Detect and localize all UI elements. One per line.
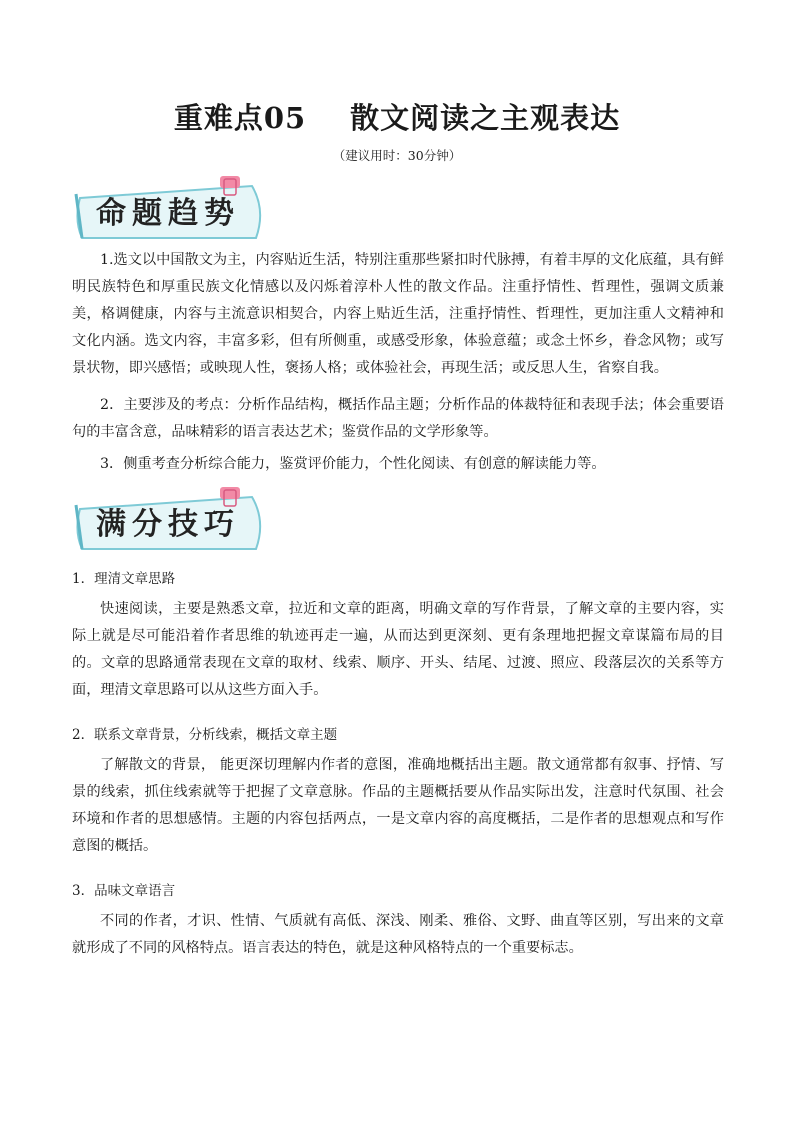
banner-trend-label: 命题趋势 <box>96 196 240 231</box>
skill-body-1: 快速阅读，主要是熟悉文章，拉近和文章的距离，明确文章的写作背景，了解文章的主要内容，实际上就是尽可能沿着作者思维的轨迹再走一遍，从而达到更深刻、更有条理地把握文章谋篇布局的目的。文章的思路通常表现在文章的取材、线索、顺序、开头、结尾、过渡、照应、段落层次的关系等方面，理清文章思路可以从这些方面入手。 <box>72 601 724 698</box>
skill-body-2: 了解散文的背景， 能更深切理解内作者的意图，准确地概括出主题。散文通常都有叙事、抒情、写景的线索，抓住线索就等于把握了文章意脉。作品的主题概括要从作品实际出发，注意时代氛围、社会环境和作者的思想感情。主题的内容包括两点，一是文章内容的高度概括，二是作者的思想观点和写作意图的概括。 <box>72 757 724 854</box>
trend-paragraph-2: 2．主要涉及的考点：分析作品结构，概括作品主题；分析作品的体裁特征和表现手法；体会重要语句的丰富含意，品味精彩的语言表达艺术；鉴赏作品的文学形象等。 <box>72 397 724 440</box>
skill-heading-2: 2．联系文章背景，分析线索，概括文章主题 <box>72 727 338 743</box>
title-left: 重难点05 <box>173 101 307 135</box>
skill-heading-1: 1．理清文章思路 <box>72 571 176 587</box>
page-title <box>0 96 794 137</box>
trend-paragraph-1: 1.选文以中国散文为主，内容贴近生活，特别注重那些紧扣时代脉搏，有着丰厚的文化底蕴，具有鲜明民族特色和厚重民族文化情感以及闪烁着淳朴人性的散文作品。注重抒情性、哲理性，强调文质兼美，格调健康，内容与主流意识相契合，内容上贴近生活，注重抒情性、哲理性，更加注重人文精神和文化内涵。选文内容，丰富多彩，但有所侧重，或感受形象，体验意蕴；或念土怀乡，眷念风物；或写景状物，即兴感悟；或映现人性，褒扬人格；或体验社会，再现生活；或反思人生，省察自我。 <box>72 252 724 376</box>
banner-skills <box>72 487 268 553</box>
skill-body-3: 不同的作者，才识、性情、气质就有高低、深浅、刚柔、雅俗、文野、曲直等区别，写出来的文章就形成了不同的风格特点。语言表达的特色，就是这种风格特点的一个重要标志。 <box>72 913 724 956</box>
skill-heading-3: 3．品味文章语言 <box>72 883 176 899</box>
suggested-time: （建议用时：30分钟） <box>332 148 462 163</box>
banner-skills-label: 满分技巧 <box>96 507 240 542</box>
title-right: 散文阅读之主观表达 <box>350 101 621 135</box>
banner-trend <box>72 176 268 242</box>
trend-paragraph-3: 3．侧重考查分析综合能力，鉴赏评价能力，个性化阅读、有创意的解读能力等。 <box>100 456 606 472</box>
